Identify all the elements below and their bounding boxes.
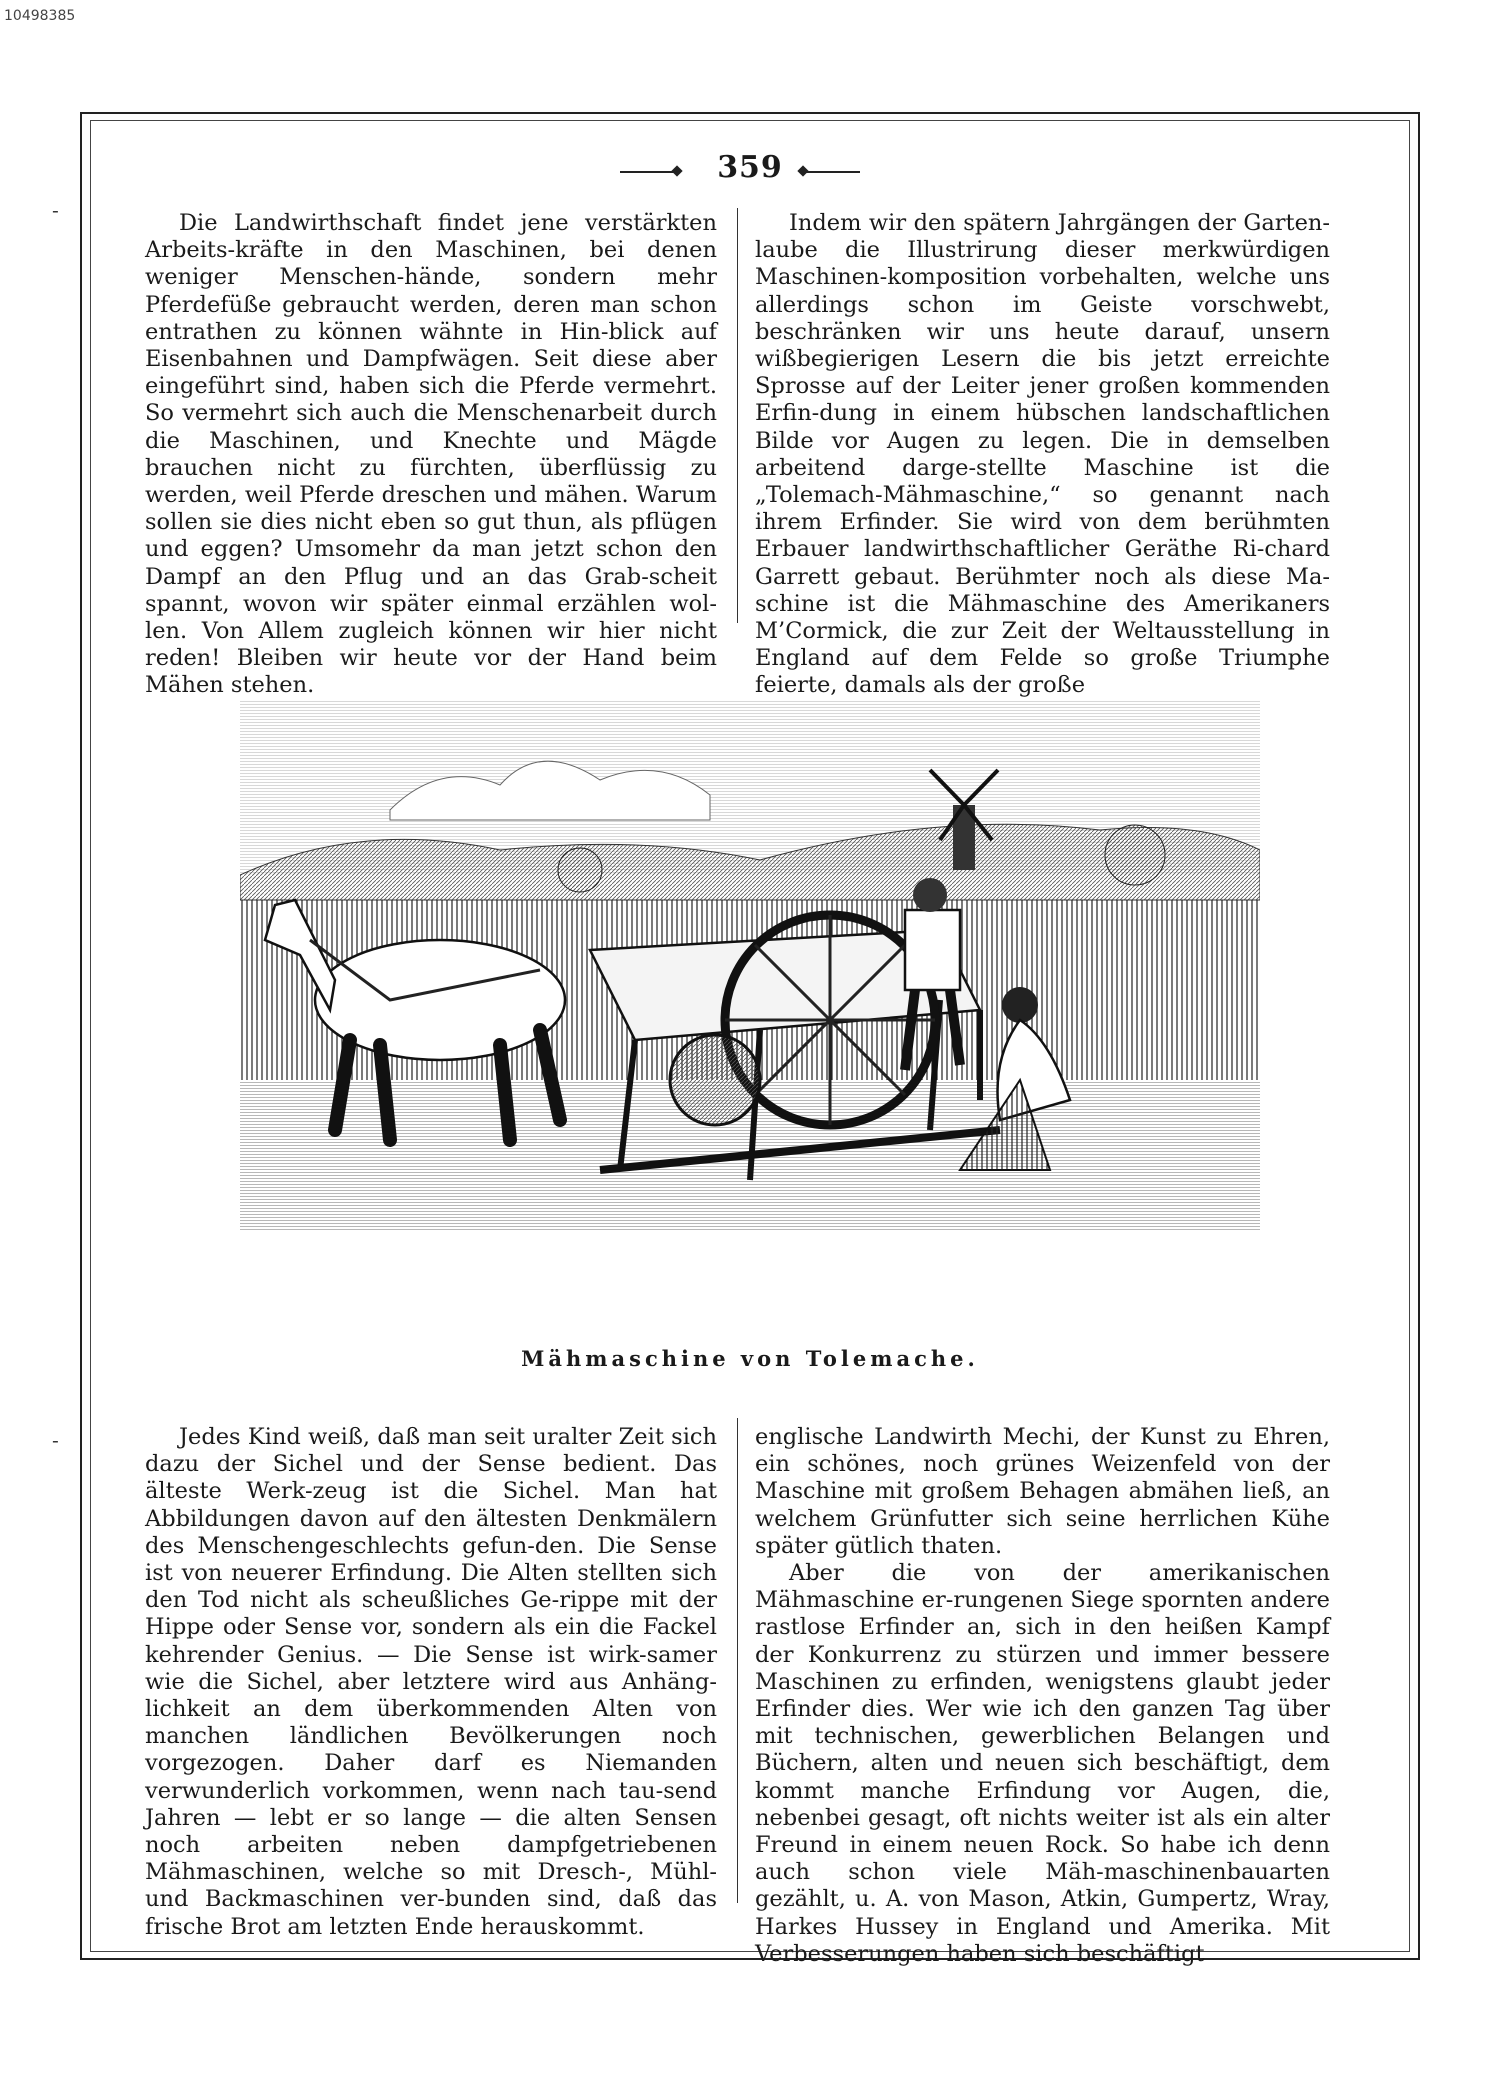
paragraph: Aber die von der amerikanischen Mähmaschine er-rungenen Siege spornten andere rastlose Erfinder an, sich in den heißen Kampf der Konkurrenz zu stürzen und immer bessere Maschinen zu erfinden, wenigstens glaubt jeder Erfinder dies. Wer wie ich den ganzen Tag über mit technischen, gewerblichen Belangen und Büchern, alten und neuen sich beschäftigt, dem kommt manche Erfindung vor Augen, die, nebenbei gesagt, oft nichts weiter ist als ein alter Freund in einem neuen Rock. So habe ich denn auch schon viele Mäh-maschinenbauarten gezählt, u. A. von Mason, Atkin, Gumpertz, Wray, Harkes Hussey in England und Amerika. Mit Verbesserungen haben sich beschäftigt xyxy=(755,1560,1330,1967)
illustration-caption: Mähmaschine von Tolemache. xyxy=(521,1346,979,1371)
margin-mark: - xyxy=(52,198,59,222)
paragraph: englische Landwirth Mechi, der Kunst zu Ehren, ein schönes, noch grünes Weizenfeld von der Maschine mit großem Behagen abmähen ließ, an welchem Grünfutter sich seine herrlichen Kühe später gütlich thaten. xyxy=(755,1424,1330,1559)
column-left-bottom xyxy=(145,1424,717,1941)
page-number: 359 xyxy=(717,150,783,185)
margin-mark: - xyxy=(52,1428,59,1452)
column-right-bottom xyxy=(755,1424,1330,1968)
paragraph: Indem wir den spätern Jahrgängen der Garten-laube die Illustrirung dieser merkwürdigen Maschinen-komposition vorbehalten, welche uns allerdings schon im Geiste vorschwebt, beschränken wir uns heute darauf, unsern wißbegierigen Lesern die bis jetzt erreichte Sprosse auf der Leiter jener großen kommenden Erfin-dung in einem hübschen landschaftlichen Bilde vor Augen zu legen. Die in demselben arbeitend darge-stellte Maschine ist die „Tolemach-Mähmaschine,“ so genannt nach ihrem Erfinder. Sie wird von dem berühmten Erbauer landwirthschaftlicher Geräthe Ri-chard Garrett gebaut. Berühmter noch als diese Ma-schine ist die Mähmaschine des Amerikaners M’Cormick, die zur Zeit der Weltausstellung in England auf dem Felde so große Triumphe feierte, damals als der große xyxy=(755,210,1330,699)
column-divider-bottom xyxy=(737,1418,738,1903)
reaping-machine-illustration xyxy=(240,700,1260,1230)
paragraph: Jedes Kind weiß, daß man seit uralter Zeit sich dazu der Sichel und der Sense bedient. Das älteste Werk-zeug ist die Sichel. Man hat Abbildungen davon auf den ältesten Denkmälern des Menschengeschlechts gefun-den. Die Sense ist von neuerer Erfindung. Die Alten stellten sich den Tod nicht als scheußliches Ge-rippe mit der Hippe oder Sense vor, sondern als ein die Fackel kehrender Genius. — Die Sense ist wirk-samer wie die Sichel, aber letztere wird aus Anhäng-lichkeit an dem überkommenden Alten von manchen ländlichen Bevölkerungen noch vorgezogen. Daher darf es Niemanden verwunderlich vorkommen, wenn nach tau-send Jahren — lebt er so lange — die alten Sensen noch arbeiten neben dampfgetriebenen Mähmaschinen, welche so mit Dresch-, Mühl- und Backmaschinen ver-bunden sind, daß das frische Brot am letzten Ende herauskommt. xyxy=(145,1424,717,1940)
tree xyxy=(1105,825,1165,885)
column-divider-top xyxy=(737,208,738,623)
paragraph: Die Landwirthschaft findet jene verstärkten Arbeits-kräfte in den Maschinen, bei denen weniger Menschen-hände, sondern mehr Pferdefüße gebraucht werden, deren man schon entrathen zu können wähnte in Hin-blick auf Eisenbahnen und Dampfwägen. Seit diese aber eingeführt sind, haben sich die Pferde vermehrt. So vermehrt sich auch die Menschenarbeit durch die Maschinen, und Knechte und Mägde brauchen nicht zu fürchten, überflüssig zu werden, weil Pferde dreschen und mähen. Warum sollen sie dies nicht eben so gut thun, als pflügen und eggen? Umsomehr da man jetzt schon den Dampf an den Pflug und an das Grab-scheit spannt, wovon wir später einmal erzählen wol-len. Von Allem zugleich können wir hier nicht reden! Bleiben wir heute vor der Hand beim Mähen stehen. xyxy=(145,210,717,699)
column-left-top xyxy=(145,210,717,700)
tree xyxy=(558,848,602,892)
header-rule-right xyxy=(805,171,860,173)
column-right-top xyxy=(755,210,1330,700)
scan-id: 10498385 xyxy=(4,8,76,24)
